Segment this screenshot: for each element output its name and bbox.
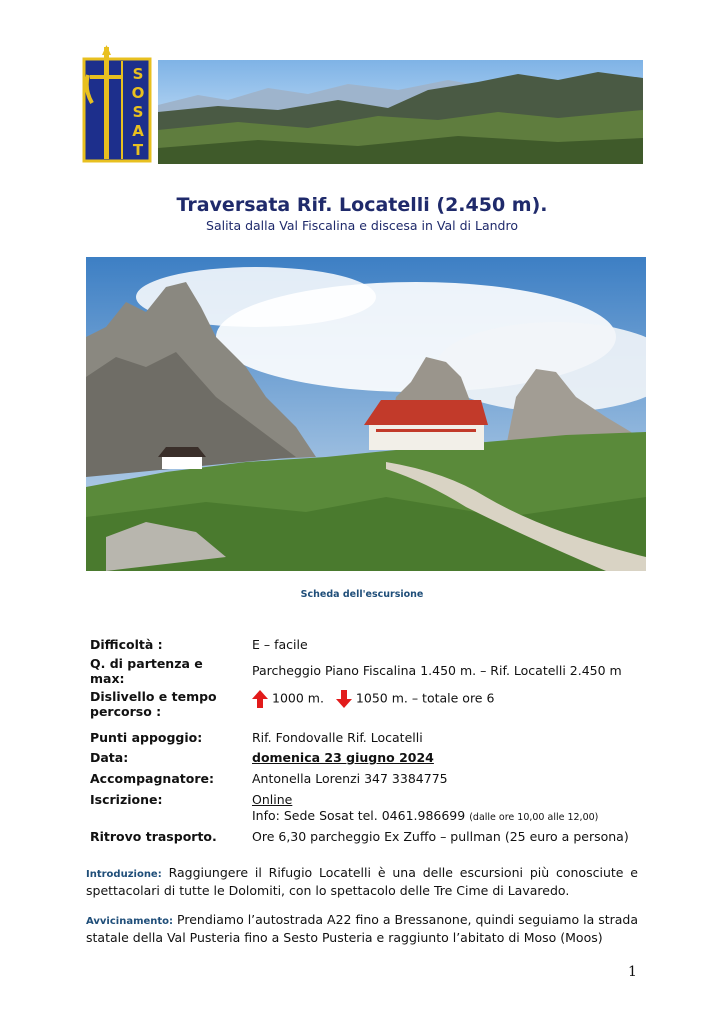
value-quote: Parcheggio Piano Fiscalina 1.450 m. – Rif. Locatelli 2.450 m	[252, 663, 622, 678]
dislivello-down: 1050 m. – totale ore 6	[355, 690, 495, 706]
value-accompagnatore: Antonella Lorenzi 347 3384775	[252, 771, 448, 786]
value-difficolta: E – facile	[252, 637, 308, 652]
label-dislivello: Dislivello e tempo percorso :	[90, 689, 217, 719]
document-subtitle: Salita dalla Val Fiscalina e discesa in Val di Landro	[206, 218, 518, 233]
label-data: Data:	[90, 750, 129, 765]
photo-caption: Scheda dell'escursione	[300, 589, 424, 600]
label-accompagnatore: Accompagnatore:	[90, 771, 214, 786]
dolomites-refuge-photo-icon	[86, 257, 646, 571]
mountain-ridge-panorama-icon	[158, 60, 643, 164]
page-number: 1	[628, 964, 637, 980]
value-data: domenica 23 giugno 2024	[252, 750, 434, 765]
iscrizione-info	[252, 808, 642, 826]
logo-letter: A	[132, 122, 144, 140]
online-link[interactable]: Online	[252, 792, 293, 807]
approach-text: Prendiamo l’autostrada A22 fino a Bressanone, quindi seguiamo la strada statale della Val Pusteria fino a Sesto Pusteria e raggiunto l’abitato di Moso (Moos)	[86, 912, 639, 945]
label-quote: Q. di partenza e max:	[90, 656, 203, 686]
document-title: Traversata Rif. Locatelli (2.450 m).	[176, 194, 548, 216]
label-punti: Punti appoggio:	[90, 730, 203, 745]
label-ritrovo: Ritrovo trasporto.	[90, 829, 217, 844]
intro-text: Raggiungere il Rifugio Locatelli è una delle escursioni più conosciute e spettacolari di tutte le Dolomiti, con lo spettacolo delle Tre Cime di Lavaredo.	[86, 865, 638, 898]
label-iscrizione: Iscrizione:	[90, 792, 163, 807]
value-ritrovo: Ore 6,30 parcheggio Ex Zuffo – pullman (25 euro a persona)	[252, 829, 629, 844]
intro-tag: Introduzione:	[86, 869, 162, 880]
label-difficolta: Difficoltà :	[90, 637, 163, 652]
dislivello-up: 1000 m.	[272, 690, 324, 706]
value-punti: Rif. Fondovalle Rif. Locatelli	[252, 730, 423, 745]
sosat-logo	[82, 45, 152, 163]
iscrizione-phone: Info: Sede Sosat tel. 0461.986699	[252, 808, 466, 823]
value-dislivello	[252, 690, 642, 708]
arrow-down-icon	[336, 690, 352, 708]
logo-letter: S	[132, 103, 144, 121]
approach-tag: Avvicinamento:	[86, 916, 174, 927]
logo-letter: S	[132, 65, 144, 83]
logo-letter: O	[131, 84, 145, 102]
approach-paragraph	[86, 912, 638, 946]
arrow-up-icon	[252, 690, 268, 708]
logo-letter: T	[132, 141, 144, 159]
value-iscrizione	[252, 792, 642, 826]
iscrizione-hours: (dalle ore 10,00 alle 12,00)	[469, 812, 599, 823]
intro-paragraph	[86, 865, 638, 899]
